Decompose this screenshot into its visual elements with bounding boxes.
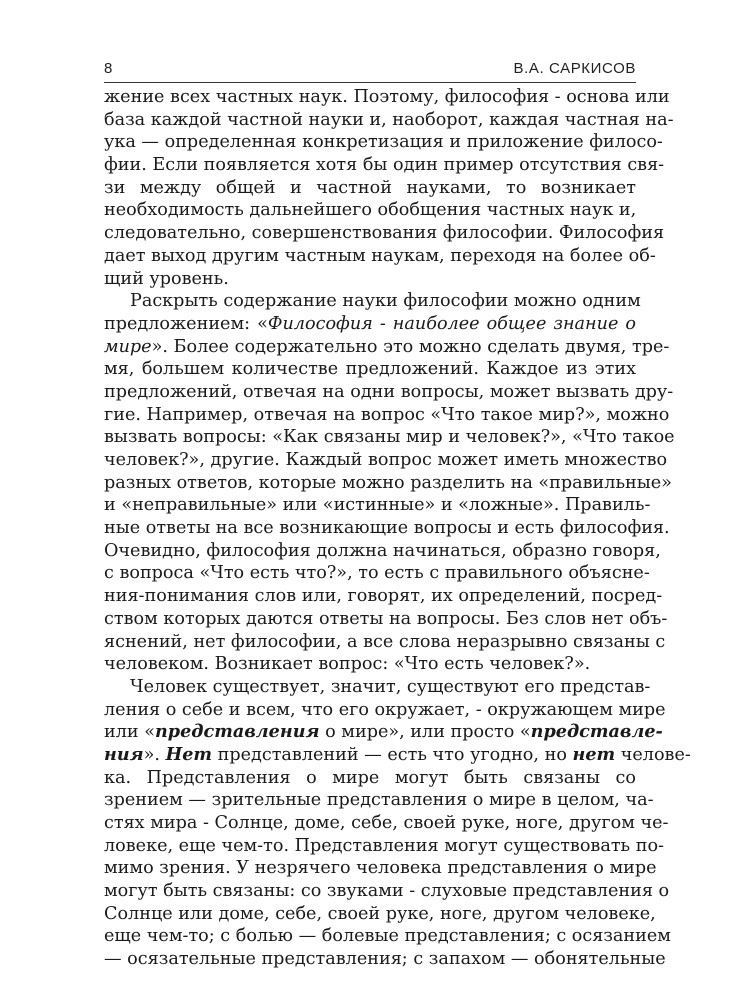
text-line: щий уровень. bbox=[104, 268, 229, 289]
bold-italic-term: представления bbox=[155, 721, 320, 743]
text-line: база каждой частной науки и, наоборот, каждая частная на- bbox=[104, 109, 674, 130]
text-line: яснений, нет философии, а все слова неразрывно связаны с bbox=[104, 631, 666, 652]
text-line: зрением — зрительные представления о мире в целом, ча- bbox=[104, 790, 654, 811]
text-line bbox=[104, 313, 636, 336]
text-line: следовательно, совершенствования философии. Философия bbox=[104, 223, 665, 244]
bold-italic-term: нет bbox=[572, 743, 616, 765]
text-line: — осязательные представления; с запахом — обонятельные bbox=[104, 949, 666, 970]
paragraph-3 bbox=[104, 676, 691, 971]
paragraph-1 bbox=[104, 86, 674, 290]
text-line: человек?», другие. Каждый вопрос может иметь множество bbox=[104, 450, 668, 470]
text-line: ления о себе и всем, что его окружает, - окружающем мире bbox=[104, 699, 666, 720]
text-line: Раскрыть содержание науки философии можно одним bbox=[130, 291, 641, 312]
text-line: еще чем-то; с болью — болевые представления; с осязанием bbox=[104, 926, 671, 947]
text-line: Человек существует, значит, существуют его представ- bbox=[130, 676, 651, 697]
text-line: необходимость дальнейшего обобщения частных наук и, bbox=[104, 200, 637, 221]
bold-italic-term: Нет bbox=[165, 743, 213, 765]
page-body bbox=[104, 86, 691, 971]
text-line: предложений, отвечая на одни вопросы, может вызвать дру- bbox=[104, 381, 674, 402]
text-line: человеком. Возникает вопрос: «Что есть человек?». bbox=[104, 654, 591, 675]
page-number: 8 bbox=[104, 60, 113, 77]
text-line bbox=[104, 721, 663, 744]
text-line: Солнце или доме, себе, своей руке, ноге, другом человеке, bbox=[104, 903, 656, 924]
text-line: ка. Представления о мире могут быть связаны со bbox=[104, 767, 636, 788]
text-line: могут быть связаны: со звуками - слуховые представления о bbox=[104, 881, 670, 902]
text-line: фии. Если появляется хотя бы один пример отсутствия свя- bbox=[104, 155, 665, 176]
text-line: ные ответы на все возникающие вопросы и есть философия. bbox=[104, 518, 670, 539]
text-line: и «неправильные» или «истинные» и «ложные». Правиль- bbox=[104, 495, 651, 516]
bold-italic-term: ния bbox=[104, 743, 144, 765]
text-line: вызвать вопросы: «Как связаны мир и человек?», «Что такое bbox=[104, 427, 675, 448]
text-line: ством которых даются ответы на вопросы. Без слов нет объ- bbox=[104, 608, 668, 629]
text-line: с вопроса «Что есть что?», то есть с правильного объясне- bbox=[104, 563, 650, 584]
text-line: разных ответов, которые можно разделить на «правильные» bbox=[104, 472, 672, 493]
text-line: мимо зрения. У незрячего человека представления о мире bbox=[104, 858, 657, 879]
running-header-author: В.А. САРКИСОВ bbox=[513, 60, 636, 77]
text-line: ука — определенная конкретизация и приложение филосо- bbox=[104, 132, 663, 153]
text-run: или « bbox=[104, 722, 155, 743]
text-run: представлений — есть что угодно, но bbox=[212, 744, 573, 765]
text-line: мя, большем количестве предложений. Каждое из этих bbox=[104, 359, 636, 380]
paragraph-2 bbox=[104, 290, 675, 676]
text-line bbox=[104, 336, 670, 359]
text-line: гие. Например, отвечая на вопрос «Что такое мир?», можно bbox=[104, 404, 670, 425]
text-line: жение всех частных наук. Поэтому, философия - основа или bbox=[104, 87, 670, 107]
text-run: о мире», или просто « bbox=[319, 722, 531, 743]
text-line: ния-понимания слов или, говорят, их определений, посред- bbox=[104, 586, 663, 607]
text-line: Очевидно, философия должна начинаться, образно говоря, bbox=[104, 540, 661, 561]
italic-definition: Философия - наиболее общее знание о bbox=[267, 313, 637, 334]
text-line: дает выход другим частным наукам, переходя на более об- bbox=[104, 245, 656, 266]
text-run: ». Более содержательно это можно сделать двумя, тре- bbox=[151, 336, 670, 357]
text-line: зи между общей и частной науками, то возникает bbox=[104, 177, 636, 198]
text-run: предложением: « bbox=[104, 313, 268, 334]
text-run: ». bbox=[143, 744, 166, 765]
text-line: ловеке, еще чем-то. Представления могут существовать по- bbox=[104, 835, 664, 856]
italic-definition-end: мире bbox=[104, 336, 152, 357]
running-header bbox=[104, 58, 636, 83]
text-line bbox=[104, 743, 691, 767]
bold-italic-term: представле- bbox=[530, 721, 663, 743]
text-line: стях мира - Солнце, доме, себе, своей руке, ноге, другом че- bbox=[104, 813, 669, 833]
text-run: челове- bbox=[615, 744, 691, 765]
